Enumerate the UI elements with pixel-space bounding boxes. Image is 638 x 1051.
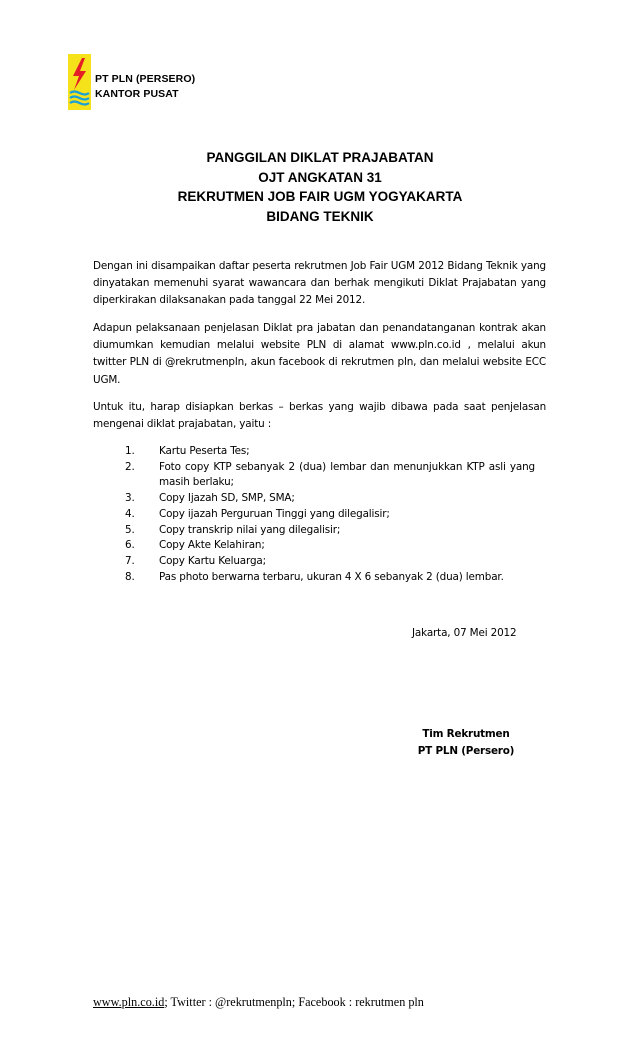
list-item (125, 570, 535, 586)
title-line-2: OJT ANGKATAN 31 (258, 169, 382, 185)
signer-team: Tim Rekrutmen (422, 728, 510, 740)
list-item (125, 538, 535, 554)
paragraph-intro: Dengan ini disampaikan daftar peserta rekrutmen Job Fair UGM 2012 Bidang Teknik yang dinyatakan memenuhi syarat wawancara dan berhak mengikuti Diklat Prajabatan yang diperkirakan dilaksanakan pada tanggal 22 Mei 2012. (93, 260, 546, 307)
list-item (125, 491, 535, 507)
list-number: 5. (125, 523, 135, 536)
requirements-list (125, 444, 535, 585)
list-text: Pas photo berwarna terbaru, ukuran 4 X 6 sebanyak 2 (dua) lembar. (159, 570, 504, 583)
list-number: 4. (125, 507, 135, 520)
title-line-1: PANGGILAN DIKLAT PRAJABATAN (206, 150, 434, 165)
list-text: Copy ijazah Perguruan Tinggi yang dilegalisir; (159, 507, 390, 520)
list-number: 3. (125, 492, 135, 505)
list-item (125, 523, 535, 539)
footer-contacts: ; Twitter : @rekrutmenpln; Facebook : rekrutmen pln (164, 995, 424, 1009)
list-text: Copy Akte Kelahiran; (159, 539, 265, 552)
website-link[interactable]: www.pln.co.id (93, 995, 165, 1009)
document-title (80, 148, 560, 226)
list-item (125, 554, 535, 570)
company-name: PT PLN (PERSERO) (95, 73, 196, 85)
title-line-4: BIDANG TEKNIK (266, 208, 374, 224)
signer-company: PT PLN (Persero) (417, 744, 515, 757)
list-text: Copy transkrip nilai yang dilegalisir; (159, 523, 341, 536)
paragraph-requirements: Untuk itu, harap disiapkan berkas – berkas yang wajib dibawa pada saat penjelasan mengenai diklat prajabatan, yaitu : (93, 401, 546, 431)
page-footer (93, 995, 424, 1010)
pln-logo-icon (68, 54, 91, 110)
signature-block (412, 726, 520, 759)
list-text: Kartu Peserta Tes; (159, 445, 250, 457)
list-number: 1. (125, 445, 135, 457)
company-office: KANTOR PUSAT (95, 88, 179, 100)
list-text: Copy Ijazah SD, SMP, SMA; (159, 492, 295, 505)
list-number: 6. (125, 539, 135, 552)
list-text: Foto copy KTP sebanyak 2 (dua) lembar dan menunjukkan KTP asli yang masih berlaku; (159, 460, 535, 489)
list-number: 8. (125, 570, 135, 583)
list-item (125, 460, 535, 491)
list-item (125, 444, 535, 460)
list-number: 2. (125, 460, 135, 473)
paragraph-announcement: Adapun pelaksanaan penjelasan Diklat pra jabatan dan penandatanganan kontrak akan diumumkan kemudian melalui website PLN di alamat www.pln.co.id , melalui akun twitter PLN di @rekrutmenpln, akun facebook di rekrutmen pln, dan melalui website ECC UGM. (93, 322, 546, 386)
letter-date: Jakarta, 07 Mei 2012 (412, 627, 517, 639)
list-number: 7. (125, 554, 135, 567)
list-item (125, 507, 535, 523)
title-line-3: REKRUTMEN JOB FAIR UGM YOGYAKARTA (177, 189, 463, 204)
company-header (95, 72, 195, 102)
list-text: Copy Kartu Keluarga; (159, 554, 266, 567)
